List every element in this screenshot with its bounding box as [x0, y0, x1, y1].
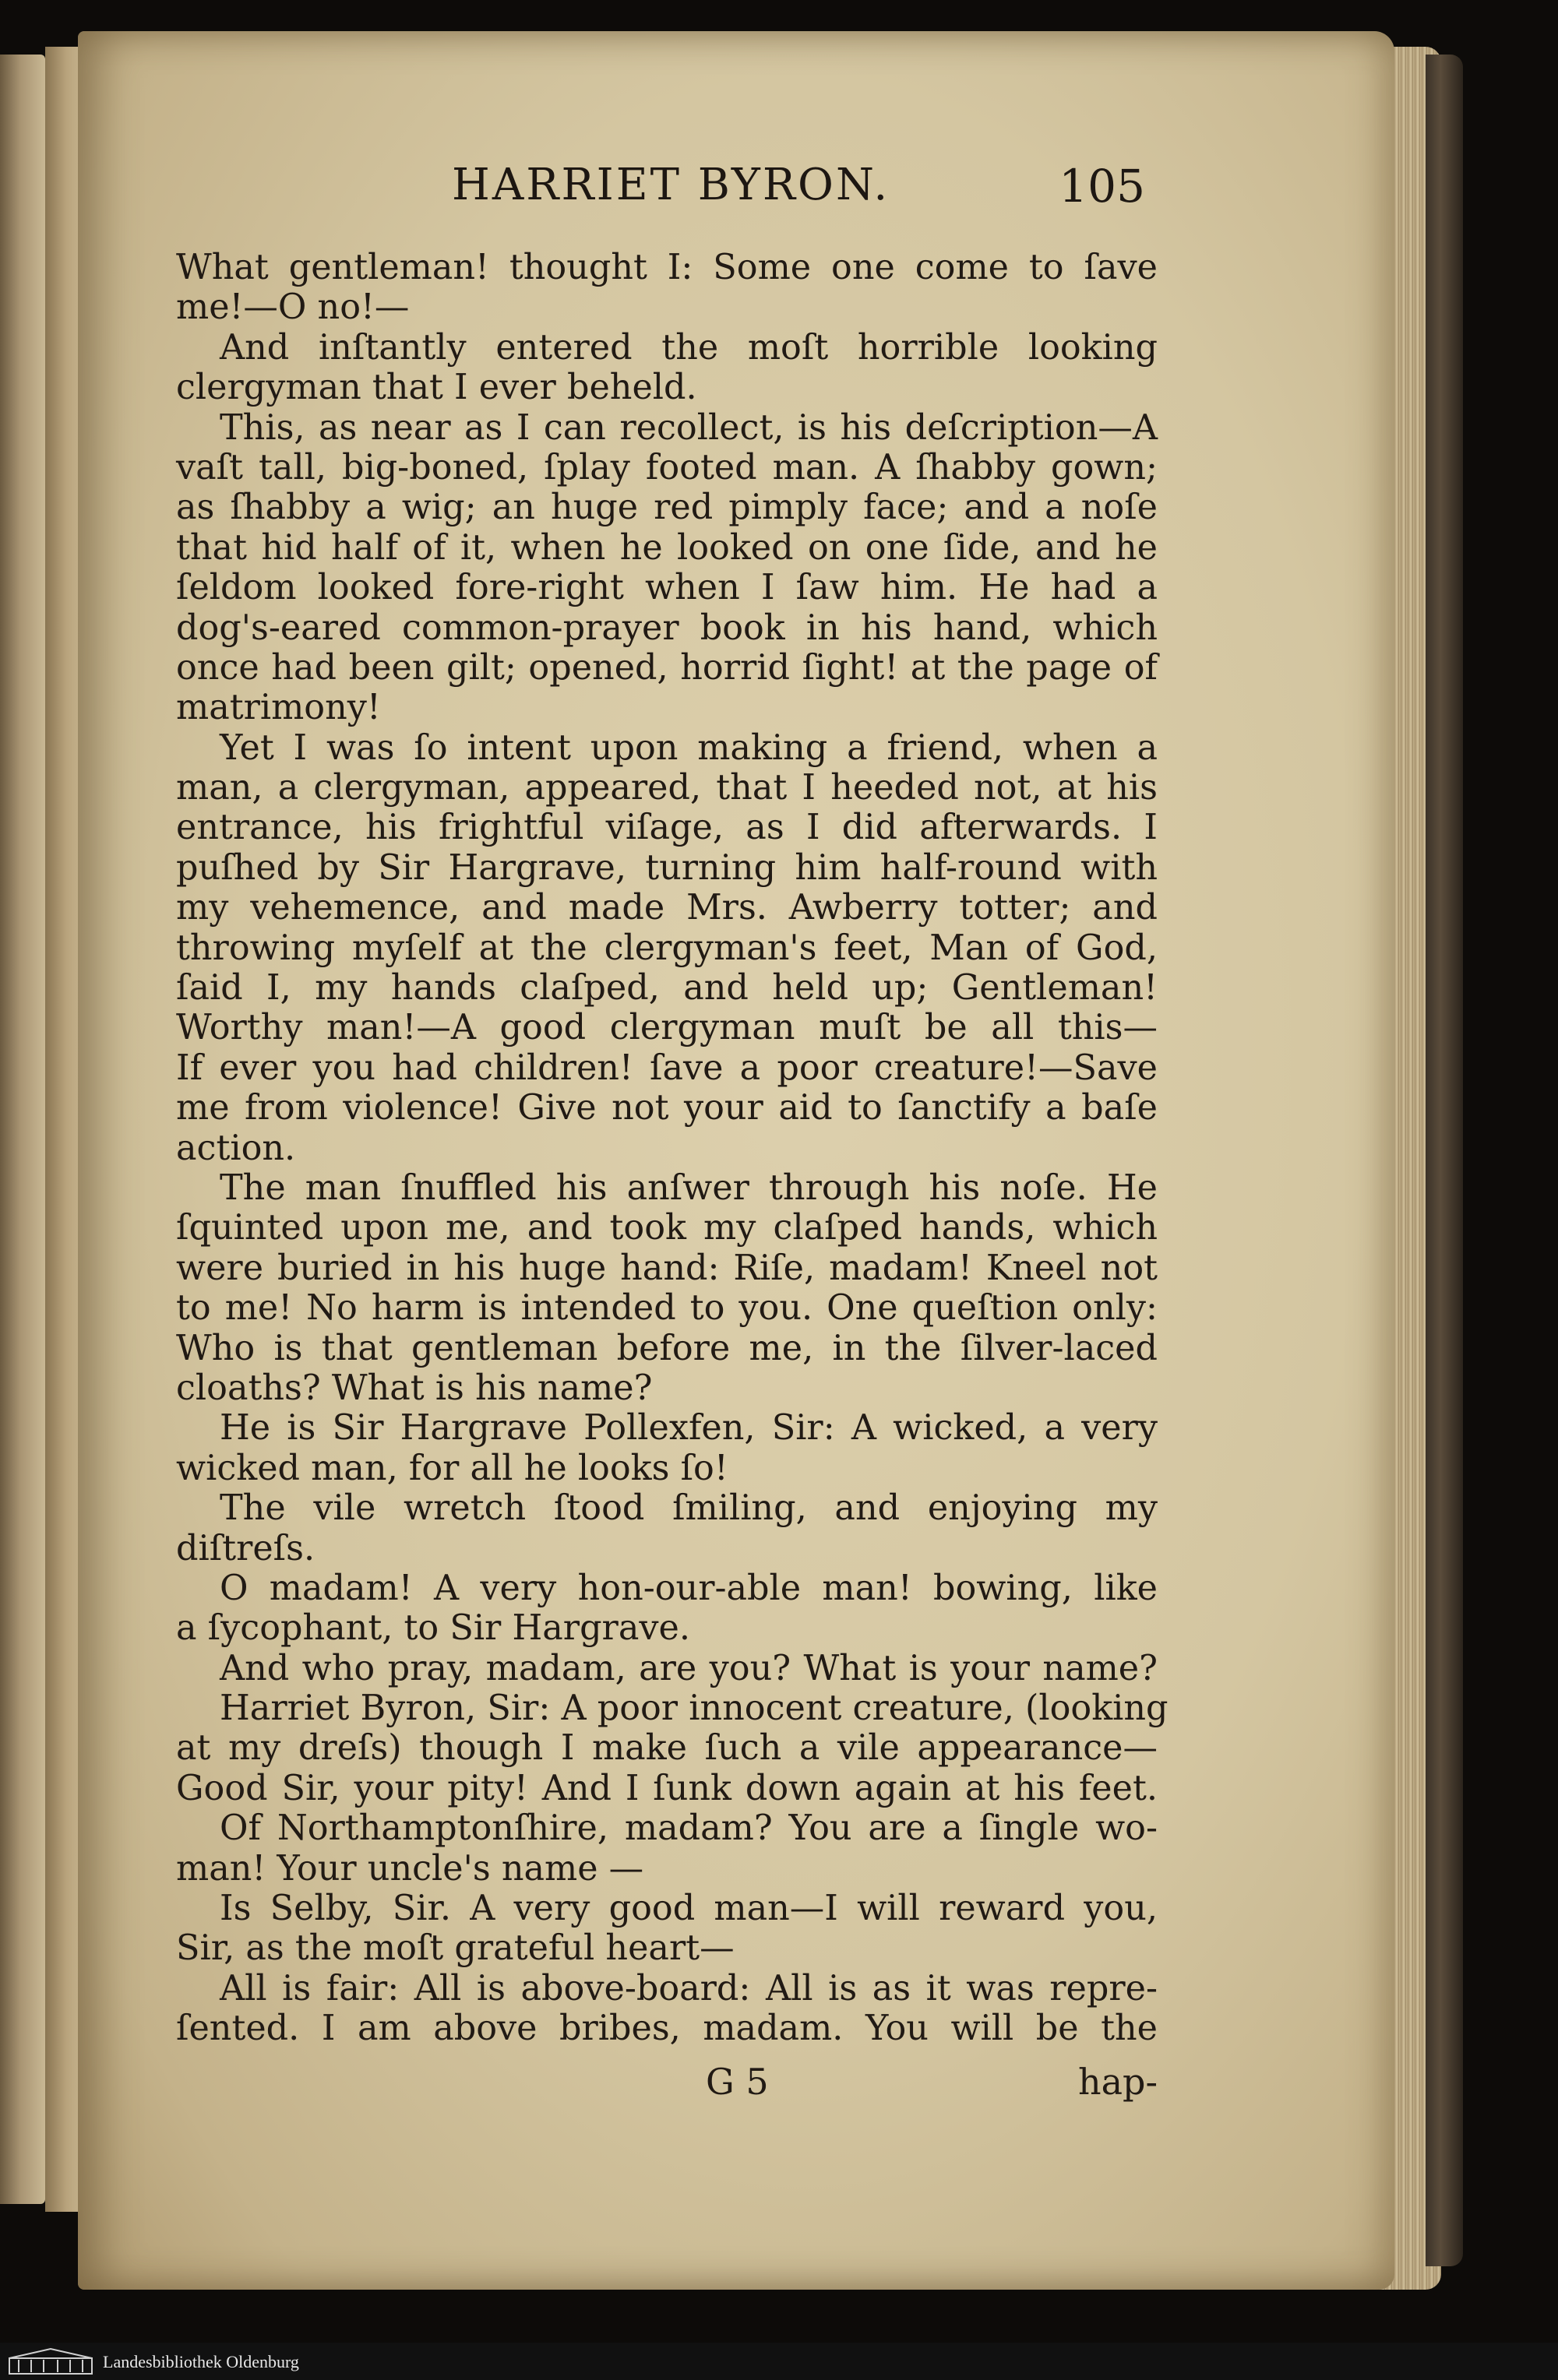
text-line: ſquinted upon me, and took my claſped hands, which: [176, 1208, 1158, 1248]
page-number: 105: [1059, 160, 1145, 213]
running-head: HARRIET BYRON.: [452, 160, 890, 210]
text-line: entrance, his frightful viſage, as I did afterwards. I: [176, 808, 1158, 848]
text-line: ſented. I am above bribes, madam. You will be the: [176, 2009, 1158, 2049]
text-line: at my dreſs) though I make ſuch a vile appearance—: [176, 1728, 1158, 1769]
text-line: And inſtantly entered the moſt horrible looking: [220, 327, 1158, 368]
text-line: puſhed by Sir Hargrave, turning him half-round with: [176, 847, 1158, 888]
text-line: man, a clergyman, appeared, that I heeded not, at his: [176, 768, 1158, 808]
page-footer-line: [176, 2061, 1158, 2107]
catchword: hap-: [1077, 2061, 1158, 2103]
text-line: that hid half of it, when he looked on one ſide, and he: [176, 527, 1158, 568]
previous-page-edge: [0, 55, 45, 2204]
text-line: All is fair: All is above-board: All is as it was repre-: [220, 1968, 1158, 2009]
text-line: Worthy man!—A good clergyman muſt be all this—: [176, 1008, 1158, 1048]
text-line: O madam! A very hon-our-able man! bowing, like: [220, 1568, 1158, 1608]
text-line: Yet I was ſo intent upon making a friend, when a: [220, 727, 1158, 768]
text-line: Harriet Byron, Sir: A poor innocent creature, (looking: [220, 1688, 1168, 1729]
text-line: Good Sir, your pity! And I ſunk down again at his feet.: [176, 1768, 1158, 1808]
text-line: The man ſnuffled his anſwer through his noſe. He: [220, 1167, 1158, 1208]
text-line: ſaid I, my hands claſped, and held up; Gentleman!: [176, 968, 1158, 1009]
text-line: cloaths? What is his name?: [176, 1368, 653, 1408]
text-line: dog's-eared common-prayer book in his hand, which: [176, 607, 1158, 648]
text-line: action.: [176, 1128, 296, 1168]
text-line: ſeldom looked fore-right when I ſaw him. He had a: [176, 568, 1158, 608]
text-line: vaſt tall, big-boned, ſplay footed man. A ſhabby gown;: [176, 447, 1158, 488]
text-line: me from violence! Give not your aid to ſanctify a baſe: [176, 1088, 1158, 1128]
text-line: clergyman that I ever beheld.: [176, 368, 697, 408]
body-text: [176, 248, 1168, 2049]
text-line: Is Selby, Sir. A very good man—I will reward you,: [220, 1889, 1158, 1929]
text-line: He is Sir Hargrave Pollexfen, Sir: A wicked, a very: [220, 1408, 1158, 1449]
text-line: me!—O no!—: [176, 287, 410, 328]
text-line: wicked man, for all he looks ſo!: [176, 1448, 728, 1488]
text-line: a ſycophant, to Sir Hargrave.: [176, 1608, 690, 1649]
text-line: were buried in his huge hand: Riſe, madam! Kneel not: [176, 1248, 1158, 1288]
text-line: diſtreſs.: [176, 1528, 315, 1568]
text-line: The vile wretch ſtood ſmiling, and enjoying my: [220, 1488, 1158, 1529]
text-line: man! Your uncle's name —: [176, 1848, 644, 1889]
text-line: What gentleman! thought I: Some one come to ſave: [176, 248, 1158, 287]
library-building-icon: [8, 2347, 93, 2375]
page-header: [179, 160, 1145, 214]
text-line: once had been gilt; opened, horrid ſight! at the page of: [176, 647, 1158, 688]
text-line: If ever you had children! ſave a poor creature!—Save: [176, 1047, 1158, 1088]
text-line: matrimony!: [176, 688, 381, 728]
text-line: Sir, as the moſt grateful heart—: [176, 1928, 735, 1969]
text-line: And who pray, madam, are you? What is your name?: [220, 1648, 1158, 1688]
library-name: Landesbibliothek Oldenburg: [103, 2352, 299, 2371]
text-line: Who is that gentleman before me, in the ſilver-laced: [176, 1328, 1158, 1368]
text-line: to me! No harm is intended to you. One queſtion only:: [176, 1288, 1158, 1329]
text-line: throwing myſelf at the clergyman's feet, Man of God,: [176, 928, 1158, 968]
signature-mark: G 5: [706, 2061, 769, 2103]
text-line: Of Northamptonſhire, madam? You are a ſingle wo-: [220, 1808, 1158, 1849]
text-line: my vehemence, and made Mrs. Awberry totter; and: [176, 888, 1158, 928]
text-line: This, as near as I can recollect, is his deſcription—A: [220, 407, 1158, 448]
book-binding: [1426, 55, 1463, 2266]
text-line: as ſhabby a wig; an huge red pimply face; and a noſe: [176, 488, 1158, 528]
